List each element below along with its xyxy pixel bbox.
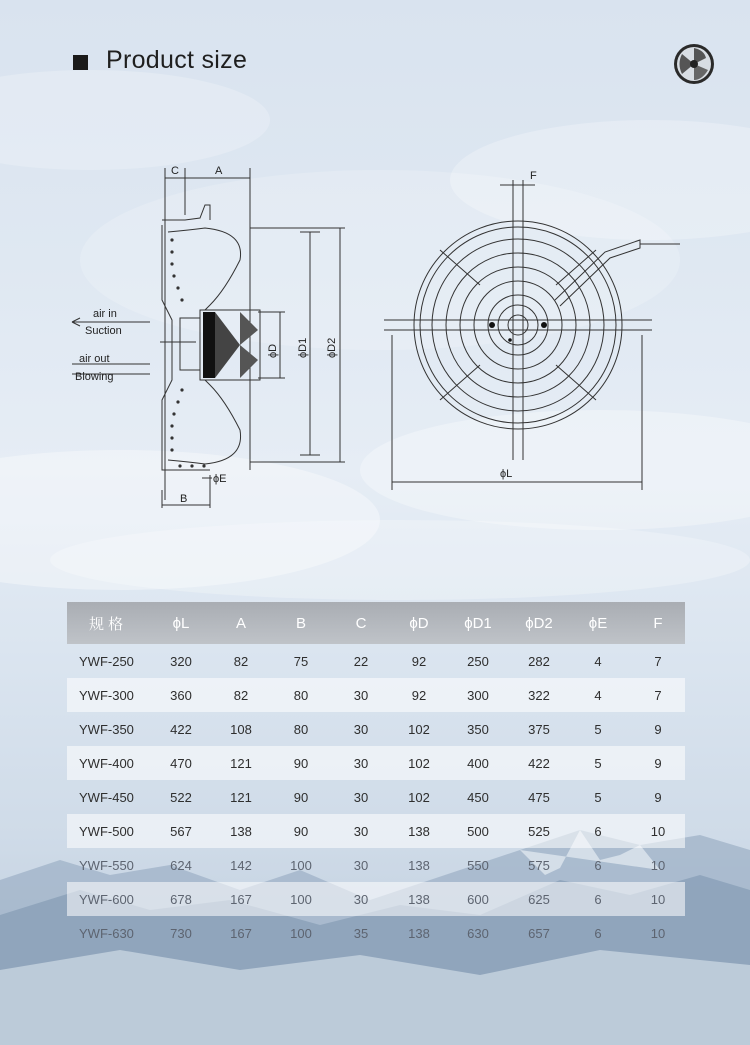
value-cell: 525 <box>528 823 550 839</box>
size-spec-table <box>67 602 685 950</box>
table-header-cell: ϕD1 <box>464 614 492 632</box>
value-cell: 30 <box>353 755 369 771</box>
value-cell: 121 <box>230 789 252 805</box>
model-cell: YWF-550 <box>79 857 134 873</box>
value-cell: 5 <box>594 721 602 737</box>
table-row <box>67 814 685 848</box>
value-cell: 6 <box>594 891 602 907</box>
dim-label-b: B <box>180 493 188 505</box>
table-header-cell: C <box>355 614 367 632</box>
model-cell: YWF-500 <box>79 823 134 839</box>
model-cell: YWF-250 <box>79 653 134 669</box>
value-cell: 9 <box>654 755 662 771</box>
value-cell: 30 <box>353 857 369 873</box>
value-cell: 4 <box>594 653 602 669</box>
value-cell: 5 <box>594 755 602 771</box>
table-row <box>67 882 685 916</box>
value-cell: 82 <box>233 687 249 703</box>
dim-label-phid: ϕD <box>267 343 279 358</box>
value-cell: 4 <box>594 687 602 703</box>
value-cell: 138 <box>408 891 430 907</box>
table-header-cell: ϕL <box>172 614 190 632</box>
value-cell: 92 <box>411 687 427 703</box>
value-cell: 30 <box>353 687 369 703</box>
suction-label: Suction <box>85 325 122 337</box>
value-cell: 80 <box>293 687 309 703</box>
model-cell: YWF-300 <box>79 687 134 703</box>
table-header-cell: F <box>653 614 663 632</box>
value-cell: 6 <box>594 925 602 941</box>
dim-label-f: F <box>530 170 537 182</box>
page-title: Product size <box>106 46 248 74</box>
value-cell: 22 <box>353 653 369 669</box>
value-cell: 350 <box>467 721 489 737</box>
value-cell: 30 <box>353 891 369 907</box>
value-cell: 567 <box>170 823 192 839</box>
value-cell: 300 <box>467 687 489 703</box>
value-cell: 320 <box>170 653 192 669</box>
value-cell: 10 <box>650 823 666 839</box>
table-header-cell: B <box>295 614 306 632</box>
value-cell: 575 <box>528 857 550 873</box>
value-cell: 35 <box>353 925 369 941</box>
fan-dimension-diagram <box>0 150 750 530</box>
value-cell: 108 <box>230 721 252 737</box>
value-cell: 6 <box>594 857 602 873</box>
value-cell: 100 <box>290 891 312 907</box>
model-cell: YWF-350 <box>79 721 134 737</box>
table-row <box>67 678 685 712</box>
value-cell: 500 <box>467 823 489 839</box>
value-cell: 624 <box>170 857 192 873</box>
table-header-cell: ϕD2 <box>525 614 553 632</box>
value-cell: 92 <box>411 653 427 669</box>
model-cell: YWF-630 <box>79 925 134 941</box>
dim-label-a: A <box>215 165 223 177</box>
value-cell: 6 <box>594 823 602 839</box>
value-cell: 121 <box>230 755 252 771</box>
value-cell: 102 <box>408 755 430 771</box>
value-cell: 475 <box>528 789 550 805</box>
value-cell: 730 <box>170 925 192 941</box>
value-cell: 322 <box>528 687 550 703</box>
value-cell: 360 <box>170 687 192 703</box>
value-cell: 550 <box>467 857 489 873</box>
model-cell: YWF-450 <box>79 789 134 805</box>
value-cell: 138 <box>408 823 430 839</box>
table-header-cell: A <box>235 614 246 632</box>
value-cell: 142 <box>230 857 252 873</box>
table-row <box>67 780 685 814</box>
air-out-label: air out <box>79 353 110 365</box>
value-cell: 422 <box>528 755 550 771</box>
title-bullet <box>73 55 88 70</box>
value-cell: 75 <box>293 653 309 669</box>
table-row <box>67 712 685 746</box>
dim-label-c: C <box>171 165 179 177</box>
value-cell: 138 <box>230 823 252 839</box>
value-cell: 90 <box>293 755 309 771</box>
value-cell: 100 <box>290 857 312 873</box>
value-cell: 82 <box>233 653 249 669</box>
value-cell: 90 <box>293 789 309 805</box>
value-cell: 138 <box>408 925 430 941</box>
table-header-row <box>67 602 685 644</box>
model-cell: YWF-600 <box>79 891 134 907</box>
value-cell: 625 <box>528 891 550 907</box>
value-cell: 30 <box>353 823 369 839</box>
blowing-label: Blowing <box>75 371 114 383</box>
dim-label-phil: ϕL <box>500 468 513 480</box>
table-row <box>67 746 685 780</box>
value-cell: 678 <box>170 891 192 907</box>
dim-label-phid1: ϕD1 <box>297 337 309 358</box>
value-cell: 100 <box>290 925 312 941</box>
value-cell: 10 <box>650 925 666 941</box>
value-cell: 10 <box>650 891 666 907</box>
value-cell: 30 <box>353 789 369 805</box>
value-cell: 375 <box>528 721 550 737</box>
dim-label-phid2: ϕD2 <box>326 337 338 358</box>
table-row <box>67 916 685 950</box>
table-body <box>67 644 685 950</box>
value-cell: 600 <box>467 891 489 907</box>
value-cell: 9 <box>654 789 662 805</box>
value-cell: 522 <box>170 789 192 805</box>
value-cell: 657 <box>528 925 550 941</box>
value-cell: 450 <box>467 789 489 805</box>
value-cell: 80 <box>293 721 309 737</box>
air-in-label: air in <box>93 308 117 320</box>
value-cell: 30 <box>353 721 369 737</box>
table-header-cell: ϕD <box>409 614 429 632</box>
value-cell: 400 <box>467 755 489 771</box>
table-row <box>67 644 685 678</box>
value-cell: 7 <box>654 687 662 703</box>
value-cell: 90 <box>293 823 309 839</box>
value-cell: 7 <box>654 653 662 669</box>
value-cell: 282 <box>528 653 550 669</box>
value-cell: 167 <box>230 925 252 941</box>
value-cell: 630 <box>467 925 489 941</box>
value-cell: 138 <box>408 857 430 873</box>
value-cell: 102 <box>408 789 430 805</box>
table-header-cell: ϕE <box>588 614 608 632</box>
value-cell: 470 <box>170 755 192 771</box>
value-cell: 10 <box>650 857 666 873</box>
dim-label-phie: ϕE <box>213 473 227 485</box>
value-cell: 102 <box>408 721 430 737</box>
value-cell: 5 <box>594 789 602 805</box>
value-cell: 9 <box>654 721 662 737</box>
value-cell: 422 <box>170 721 192 737</box>
model-cell: YWF-400 <box>79 755 134 771</box>
table-header-cell: 规 格 <box>89 615 124 633</box>
value-cell: 250 <box>467 653 489 669</box>
table-row <box>67 848 685 882</box>
fan-logo-icon <box>672 42 716 86</box>
value-cell: 167 <box>230 891 252 907</box>
